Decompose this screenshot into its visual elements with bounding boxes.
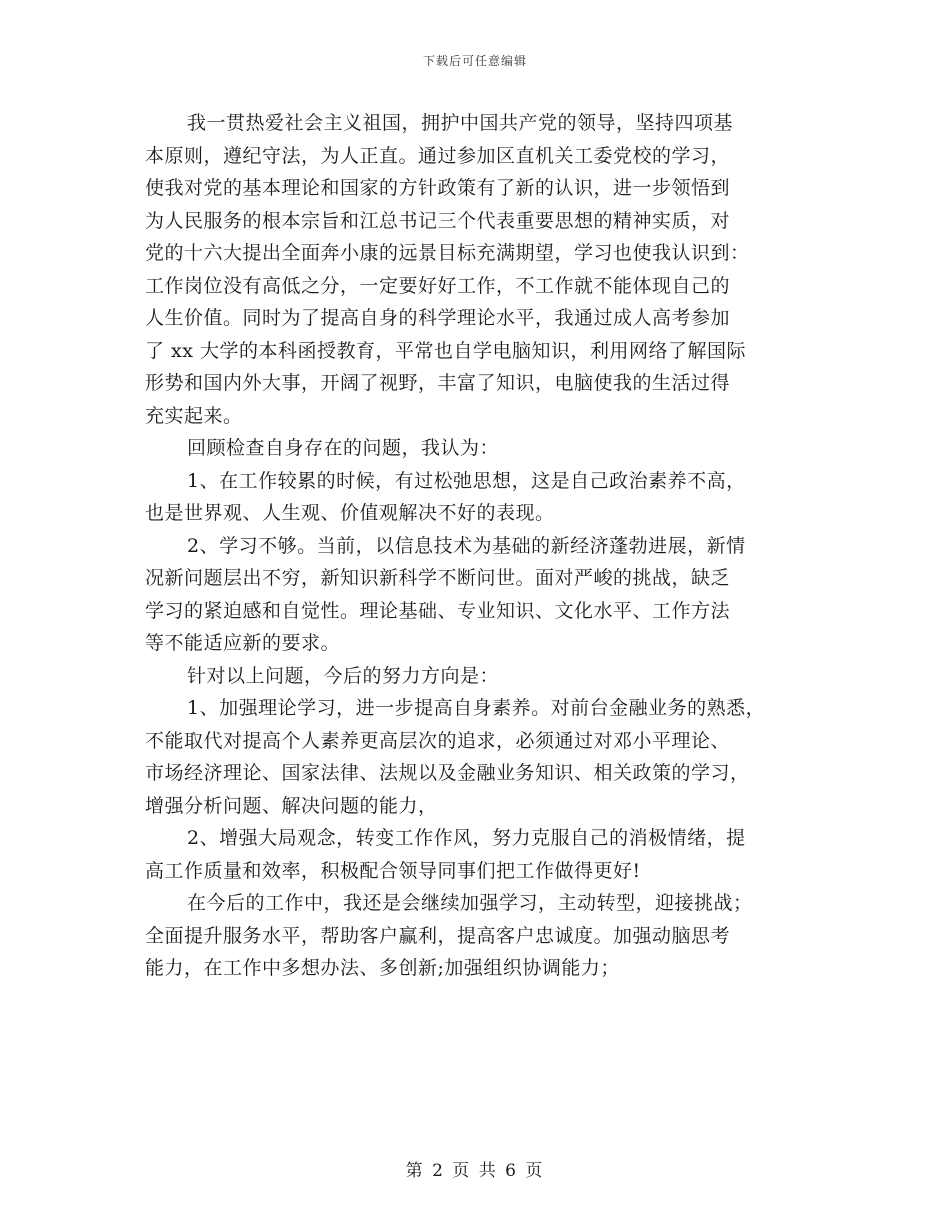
document-body — [145, 107, 835, 985]
text-line: 针对以上问题，今后的努力方向是： — [187, 664, 500, 687]
page-header: 下载后可任意编辑 — [422, 54, 527, 68]
text-line: 2、增强大局观念，转变工作作风，努力克服自己的消极情绪，提 — [187, 827, 746, 849]
text-line: 增强分析问题、解决问题的能力， — [145, 794, 438, 817]
text-line: 人生价值。同时为了提高自身的科学理论水平，我通过成人高考参加 — [145, 307, 731, 329]
page-footer: 第 2 页 共 6 页 — [405, 1161, 545, 1181]
text-line: 我一贯热爱社会主义祖国，拥护中国共产党的领导，坚持四项基 — [187, 112, 734, 134]
text-line: 党的十六大提出全面奔小康的远景目标充满期望，学习也使我认识到： — [145, 242, 750, 264]
text-line: 回顾检查自身存在的问题，我认为： — [187, 437, 500, 459]
text-line: 本原则，遵纪守法，为人正直。通过参加区直机关工委党校的学习， — [145, 144, 731, 167]
text-line: 2、学习不够。当前，以信息技术为基础的新经济蓬勃进展，新情 — [187, 534, 746, 557]
text-line: 市场经济理论、国家法律、法规以及金融业务知识、相关政策的学习， — [145, 762, 750, 784]
text-line: 在今后的工作中，我还是会继续加强学习，主动转型，迎接挑战； — [187, 892, 753, 914]
text-line: 1、加强理论学习，进一步提高自身素养。对前台金融业务的熟悉， — [187, 697, 766, 719]
text-line: 也是世界观、人生观、价值观解决不好的表现。 — [145, 502, 555, 524]
text-line: 不能取代对提高个人素养更高层次的追求，必须通过对邓小平理论、 — [145, 729, 731, 752]
text-line: 况新问题层出不穷，新知识新科学不断问世。面对严峻的挑战，缺乏 — [145, 567, 731, 589]
text-line: 学习的紧迫感和自觉性。理论基础、专业知识、文化水平、工作方法 — [145, 599, 731, 622]
text-line: 为人民服务的根本宗旨和江总书记三个代表重要思想的精神实质，对 — [145, 209, 731, 232]
text-line: 了 xx 大学的本科函授教育，平常也自学电脑知识，利用网络了解国际 — [145, 339, 747, 362]
text-line: 全面提升服务水平，帮助客户赢利，提高客户忠诚度。加强动脑思考 — [145, 924, 731, 947]
text-line: 使我对党的基本理论和国家的方针政策有了新的认识，进一步领悟到 — [145, 177, 731, 199]
text-line: 高工作质量和效率，积极配合领导同事们把工作做得更好! — [145, 859, 641, 882]
text-line: 充实起来。 — [145, 404, 243, 427]
text-line: 1、在工作较累的时候，有过松弛思想，这是自己政治素养不高， — [187, 469, 746, 492]
text-line: 能力，在工作中多想办法、多创新;加强组织协调能力； — [145, 957, 620, 979]
text-line: 等不能适应新的要求。 — [145, 632, 341, 654]
text-line: 工作岗位没有高低之分，一定要好好工作，不工作就不能体现自己的 — [145, 274, 731, 297]
text-line: 形势和国内外大事，开阔了视野，丰富了知识，电脑使我的生活过得 — [145, 372, 731, 394]
